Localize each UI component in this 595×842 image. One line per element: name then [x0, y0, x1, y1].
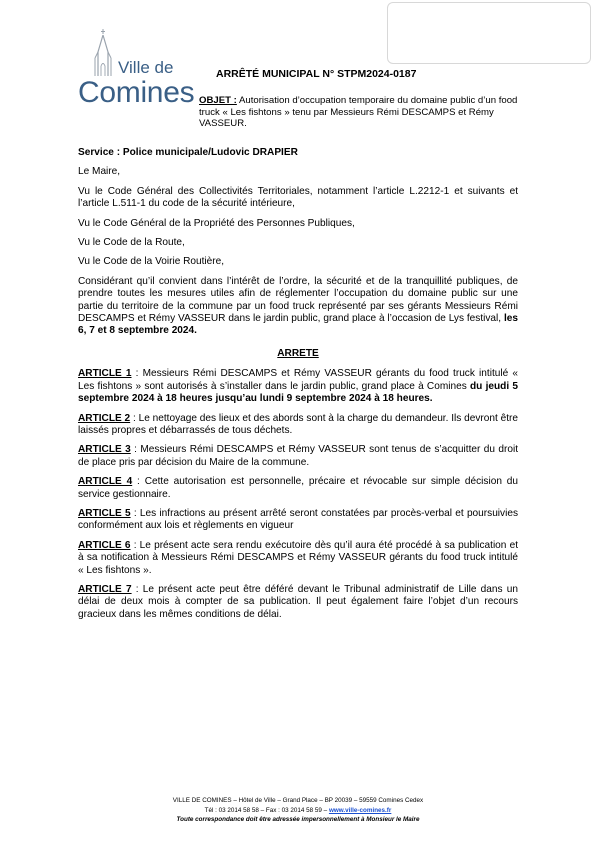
considerant-dates: les 6, 7 et 8 septembre 2024. [78, 313, 518, 337]
article-1 [78, 368, 518, 405]
church-icon [92, 28, 114, 78]
service-line: Service : Police municipale/Ludovic DRAPIER [78, 147, 298, 158]
document-body [78, 147, 518, 628]
article-label: ARTICLE 7 [78, 583, 132, 595]
article-7 [78, 584, 518, 621]
article-text: : Messieurs Rémi DESCAMPS et Rémy VASSEUR gérants du food truck intitulé « Les fishtons » sont autorisés à s’installer dans le jardin public, grand place à Comines [78, 368, 519, 392]
article-label: ARTICLE 1 [78, 368, 132, 380]
page-footer [78, 796, 518, 825]
logo-text-comines: Comines [78, 76, 195, 109]
article-5 [78, 508, 518, 533]
article-4 [78, 476, 518, 501]
article-label: ARTICLE 4 [78, 476, 133, 488]
objet-text: Autorisation d’occupation temporaire du domaine public d’un food truck « Les fishtons » tenu par Messieurs Rémi DESCAMPS et Rémy VASSEUR. [199, 95, 518, 129]
article-text: : Le présent acte sera rendu exécutoire dès qu’il aura été procédé à sa publication et à sa notification à Messieurs Rémi DESCAMPS et Rémy VASSEUR gérants du food truck intitulé « Les fishtons ». [78, 539, 519, 576]
footer-phone-fax: Tél : 03 2014 58 58 – Fax : 03 2014 58 59 – [204, 806, 329, 814]
article-label: ARTICLE 3 [78, 444, 131, 456]
paragraph-considerant [78, 276, 518, 338]
logo-text-ville: Ville de [118, 58, 174, 77]
footer-contact [78, 806, 518, 816]
paragraph-maire: Le Maire, [78, 166, 121, 178]
paragraph-vu-cgppp: Vu le Code Général de la Propriété des Personnes Publiques, [78, 217, 355, 229]
article-3 [78, 444, 518, 469]
article-label: ARTICLE 2 [78, 412, 131, 424]
article-dates: du jeudi 5 septembre 2024 à 18 heures jusqu’au lundi 9 septembre 2024 à 18 heures. [78, 380, 518, 405]
article-text: : Le nettoyage des lieux et des abords sont à la charge du demandeur. Ils devront être laissés propres et débarrassés de tous déchets. [78, 412, 518, 436]
objet-block [199, 95, 529, 130]
article-text: : Le présent acte peut être déféré devant le Tribunal administratif de Lille dans un délai de deux mois à compter de sa publication. Il peut également faire l’objet d’un recours gracieux dans les mêmes conditions de délai. [78, 583, 518, 620]
paragraph-vu-cgct: Vu le Code Général des Collectivités Territoriales, notamment l’article L.2212-1 et suivants et l’article L.511-1 du code de la sécurité intérieure, [78, 185, 518, 210]
ville-de-comines-logo [78, 28, 196, 110]
objet-label: OBJET : [199, 95, 237, 106]
article-label: ARTICLE 6 [78, 539, 131, 551]
footer-address: VILLE DE COMINES – Hôtel de Ville – Grand Place – BP 20039 – 59559 Comines Cedex [172, 797, 424, 804]
footer-website-link[interactable]: www.ville-comines.fr [328, 806, 392, 814]
article-text: : Cette autorisation est personnelle, précaire et révocable sur simple décision du service gestionnaire. [78, 476, 519, 500]
considerant-text: Considérant qu’il convient dans l’intérêt de l’ordre, la sécurité et de la tranquillité publiques, de prendre toutes les mesures utiles afin de réglementer l’occupation du domaine public sur une partie du territoire de la commune par un food truck représenté par ses gérants Messieurs Rémi DESCAMPS et Rémy VASSEUR dans le jardin public, grand place à l’occasion de Lys festival, [78, 275, 518, 325]
paragraph-vu-route: Vu le Code de la Route, [78, 237, 185, 249]
article-2 [78, 413, 518, 438]
document-title: ARRÊTÉ MUNICIPAL N° STPM2024-0187 [216, 68, 417, 80]
article-text: : Messieurs Rémi DESCAMPS et Rémy VASSEUR sont tenus de s’acquitter du droit de place pris par décision du Maire de la commune. [78, 444, 519, 468]
article-6 [78, 540, 518, 577]
footer-correspondence-note: Toute correspondance doit être adressée impersonnellement à Monsieur le Maire [176, 816, 420, 823]
arrete-heading: ARRETE [277, 347, 319, 359]
article-text: : Les infractions au présent arrêté seront constatées par procès-verbal et poursuivies conformément aux lois et règlements en vigueur [78, 507, 518, 532]
stamp-box [387, 2, 591, 64]
article-label: ARTICLE 5 [78, 507, 131, 519]
paragraph-vu-voirie: Vu le Code de la Voirie Routière, [78, 256, 225, 268]
